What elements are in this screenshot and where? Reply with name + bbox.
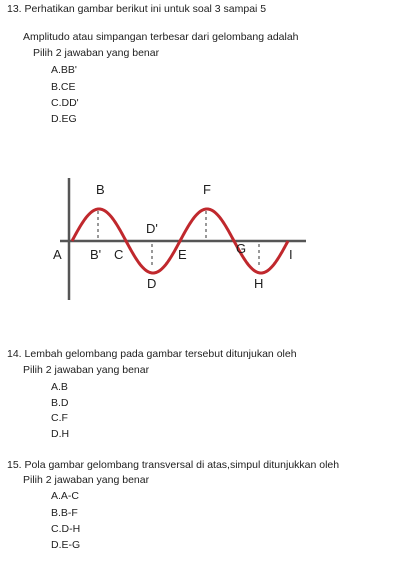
label-d-prime: D' <box>146 221 158 236</box>
label-c: C <box>114 247 124 262</box>
label-f: F <box>203 182 211 197</box>
q15-option-c[interactable]: C.D-H <box>51 523 81 535</box>
q14-option-c[interactable]: C.F <box>51 412 68 424</box>
q13-title: 13. Perhatikan gambar berikut ini untuk soal 3 sampai 5 <box>7 3 267 15</box>
label-g: G <box>236 241 247 256</box>
q14-option-a[interactable]: A.B <box>51 381 68 393</box>
q13-option-b[interactable]: B.CE <box>51 81 76 93</box>
label-e: E <box>178 247 187 262</box>
q14-option-d[interactable]: D.H <box>51 428 70 440</box>
label-d: D <box>147 276 157 291</box>
q13-option-d[interactable]: D.EG <box>51 113 77 125</box>
label-h: H <box>254 276 264 291</box>
q15-option-a[interactable]: A.A-C <box>51 490 80 502</box>
q14-instruction: Pilih 2 jawaban yang benar <box>23 364 150 376</box>
q13-option-c[interactable]: C.DD' <box>51 97 79 109</box>
label-i: I <box>289 247 293 262</box>
q13-option-a[interactable]: A.BB' <box>51 64 77 76</box>
q15-option-d[interactable]: D.E-G <box>51 539 81 551</box>
q14-question: 14. Lembah gelombang pada gambar tersebut ditunjukan oleh <box>7 348 297 360</box>
q15-instruction: Pilih 2 jawaban yang benar <box>23 474 150 486</box>
label-b-prime: B' <box>90 247 102 262</box>
label-b: B <box>96 182 105 197</box>
q15-option-b[interactable]: B.B-F <box>51 507 78 519</box>
q15-question: 15. Pola gambar gelombang transversal di atas,simpul ditunjukkan oleh <box>7 459 340 471</box>
q13-instruction: Pilih 2 jawaban yang benar <box>33 47 160 59</box>
label-a: A <box>53 247 62 262</box>
q14-option-b[interactable]: B.D <box>51 397 69 409</box>
q13-question: Amplitudo atau simpangan terbesar dari gelombang adalah <box>23 31 299 43</box>
